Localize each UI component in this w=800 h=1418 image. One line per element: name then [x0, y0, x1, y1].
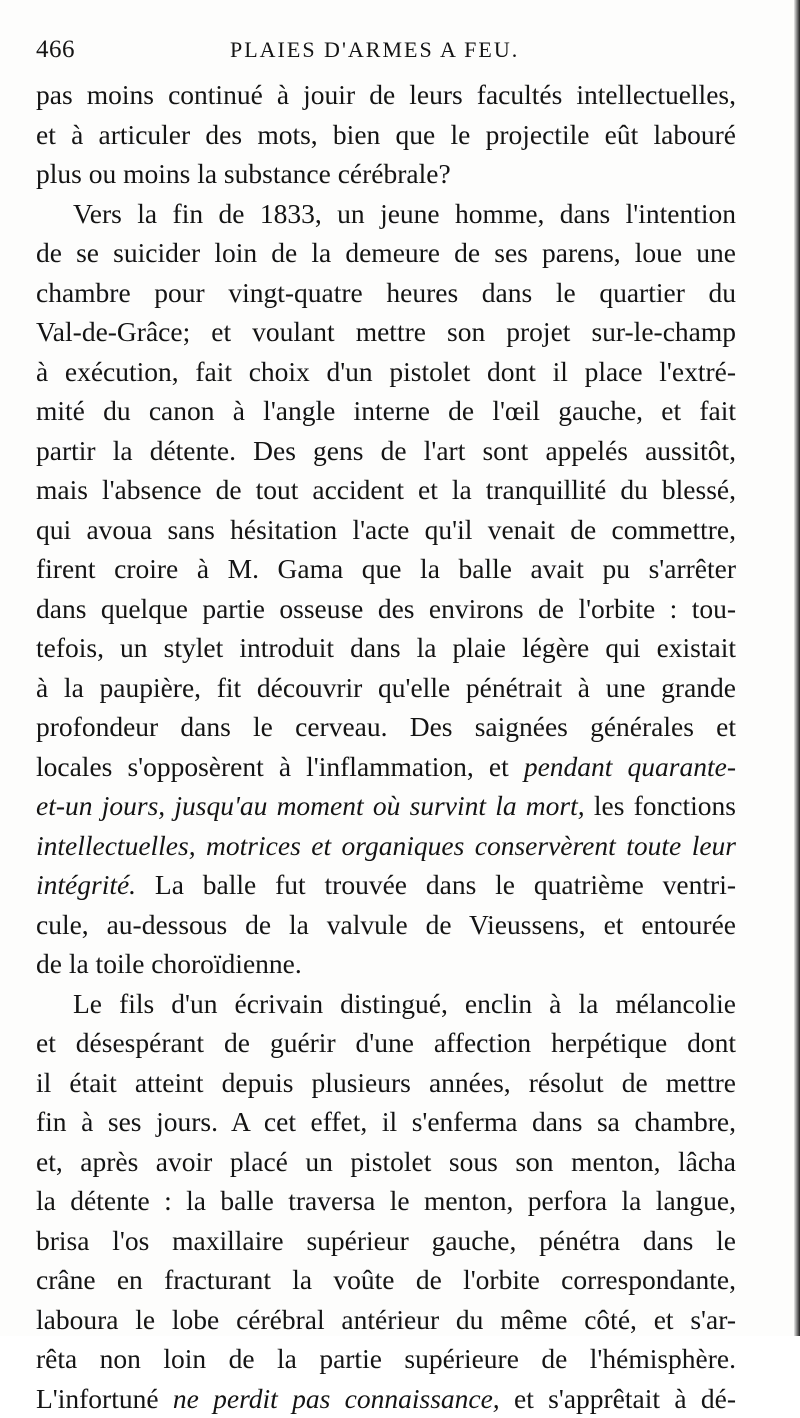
- text-line: [36, 510, 736, 550]
- text-segment: tefois, un stylet introduit dans la plaie légère qui existait: [36, 632, 736, 663]
- text-segment: firent croire à M. Gama que la balle avait pu s'arrêter: [36, 553, 736, 584]
- text-line: [36, 352, 736, 392]
- text-line: [36, 470, 736, 510]
- text-line: [36, 905, 736, 945]
- text-segment: et, après avoir placé un pistolet sous son menton, lâcha: [36, 1146, 736, 1177]
- text-line: [36, 589, 736, 629]
- text-line: [36, 786, 736, 826]
- text-segment: et à articuler des mots, bien que le projectile eût labouré: [36, 119, 736, 150]
- text-line: [36, 431, 736, 471]
- text-segment: les fonctions: [585, 790, 736, 821]
- text-segment: et désespérant de guérir d'une affection herpétique dont: [36, 1027, 736, 1058]
- text-segment: de la toile choroïdienne.: [36, 948, 302, 979]
- text-segment: Val-de-Grâce; et voulant mettre son projet sur-le-champ: [36, 316, 736, 347]
- italic-text-segment: ne perdit pas connaissance,: [173, 1383, 500, 1414]
- text-segment: et s'apprêtait à dé-: [500, 1383, 736, 1414]
- text-line: [36, 549, 736, 589]
- text-line: [36, 1300, 736, 1340]
- text-segment: chambre pour vingt-quatre heures dans le quartier du: [36, 277, 736, 308]
- text-line: [36, 1102, 736, 1142]
- text-segment: L'infortuné: [36, 1383, 173, 1414]
- text-segment: profondeur dans le cerveau. Des saignées générales et: [36, 711, 736, 742]
- text-segment: mais l'absence de tout accident et la tranquillité du blessé,: [36, 474, 736, 505]
- text-line: [36, 628, 736, 668]
- text-line: [36, 115, 736, 155]
- text-segment: il était atteint depuis plusieurs années, résolut de mettre: [36, 1067, 736, 1098]
- text-segment: de se suicider loin de la demeure de ses parens, loue une: [36, 237, 736, 268]
- text-line: [36, 233, 736, 273]
- paragraph-start-line: [36, 194, 736, 234]
- text-segment: la détente : la balle traversa le menton, perfora la langue,: [36, 1185, 736, 1216]
- italic-text-segment: intellectuelles, motrices et organiques conservèrent toute leur: [36, 830, 736, 861]
- text-segment: locales s'opposèrent à l'inflammation, et: [36, 751, 524, 782]
- text-line: [36, 1221, 736, 1261]
- text-line: [36, 1023, 736, 1063]
- text-segment: La balle fut trouvée dans le quatrième ventri-: [136, 869, 736, 900]
- text-line: [36, 826, 736, 866]
- text-line: [36, 1142, 736, 1182]
- text-line: [36, 75, 736, 115]
- text-segment: dans quelque partie osseuse des environs de l'orbite : tou-: [36, 593, 736, 624]
- italic-text-segment: et-un jours, jusqu'au moment où survint la mort,: [36, 790, 585, 821]
- text-segment: à la paupière, fit découvrir qu'elle pénétrait à une grande: [36, 672, 736, 703]
- page-edge-shadow: [794, 0, 800, 1336]
- text-line: [36, 1181, 736, 1221]
- text-line: [36, 865, 736, 905]
- text-line: [36, 273, 736, 313]
- text-segment: laboura le lobe cérébral antérieur du même côté, et s'ar-: [36, 1304, 736, 1335]
- text-line: [36, 707, 736, 747]
- text-segment: qui avoua sans hésitation l'acte qu'il venait de commettre,: [36, 514, 736, 545]
- paragraph-start-line: [36, 984, 736, 1024]
- text-segment: mité du canon à l'angle interne de l'œil gauche, et fait: [36, 395, 736, 426]
- text-line: [36, 944, 736, 984]
- body-text: [36, 75, 736, 1418]
- text-segment: cule, au-dessous de la valvule de Vieussens, et entourée: [36, 909, 736, 940]
- italic-text-segment: intégrité.: [36, 869, 136, 900]
- text-line: [36, 1063, 736, 1103]
- text-line: [36, 312, 736, 352]
- text-line: [36, 391, 736, 431]
- text-segment: Vers la fin de 1833, un jeune homme, dans l'intention: [73, 198, 736, 229]
- page-header: [36, 30, 736, 70]
- text-segment: à exécution, fait choix d'un pistolet dont il place l'extré-: [36, 356, 736, 387]
- text-line: [36, 154, 736, 194]
- text-line: [36, 1339, 736, 1379]
- text-segment: crâne en fracturant la voûte de l'orbite correspondante,: [36, 1264, 736, 1295]
- text-line: [36, 668, 736, 708]
- italic-text-segment: pendant quarante-: [524, 751, 736, 782]
- text-segment: partir la détente. Des gens de l'art sont appelés aussitôt,: [36, 435, 736, 466]
- text-segment: pas moins continué à jouir de leurs facultés intellectuelles,: [36, 79, 736, 110]
- text-segment: brisa l'os maxillaire supérieur gauche, pénétra dans le: [36, 1225, 736, 1256]
- text-line: [36, 747, 736, 787]
- page-number: 466: [36, 30, 75, 70]
- text-segment: Le fils d'un écrivain distingué, enclin à la mélancolie: [73, 988, 736, 1019]
- text-segment: rêta non loin de la partie supérieure de l'hémisphère.: [36, 1343, 736, 1374]
- text-line: [36, 1379, 736, 1418]
- text-segment: fin à ses jours. A cet effet, il s'enferma dans sa chambre,: [36, 1106, 736, 1137]
- running-title: PLAIES D'ARMES A FEU.: [230, 30, 519, 70]
- text-line: [36, 1260, 736, 1300]
- text-segment: plus ou moins la substance cérébrale?: [36, 158, 451, 189]
